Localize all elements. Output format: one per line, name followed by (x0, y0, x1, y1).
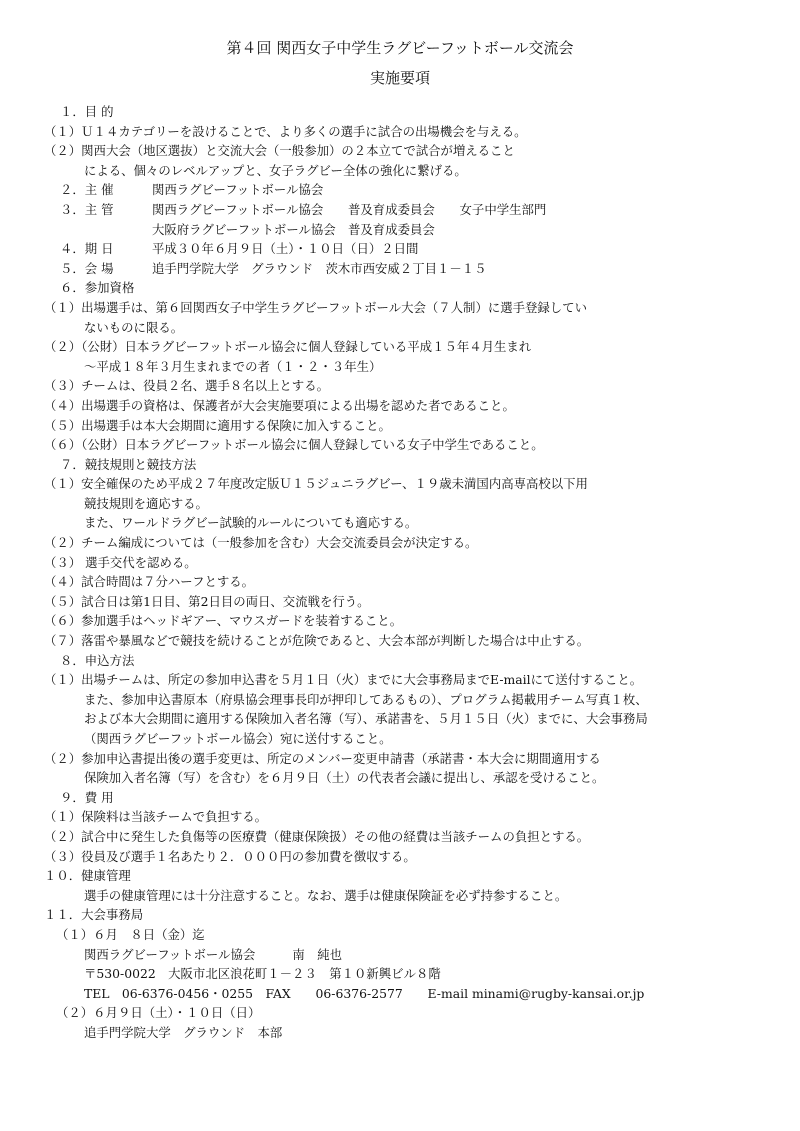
document-line (0, 494, 800, 514)
document-line (0, 298, 800, 318)
line-text: １１．大会事務局 (44, 907, 144, 923)
line-text: （６）（公財）日本ラグビーフットボール協会に個人登録している女子中学生であること。 (44, 437, 544, 453)
document-line (0, 435, 800, 455)
document-line (0, 925, 800, 945)
line-detail: 大阪府ラグビーフットボール協会 普及育成委員会 (152, 221, 435, 237)
line-text: （１）６月 ８日（金）迄 (56, 926, 205, 942)
document-line (0, 611, 800, 631)
line-text: ２．主 催 (60, 182, 114, 198)
line-text: 競技規則を適応する。 (84, 495, 208, 511)
document-title: 第４回 関西女子中学生ラグビーフットボール交流会 (226, 39, 574, 57)
document-line (0, 102, 800, 122)
document-line (0, 729, 800, 749)
line-text: （３）役員及び選手１名あたり２．０００円の参加費を徴収する。 (44, 848, 416, 864)
line-text: （４）試合時間は７分ハーフとする。 (44, 574, 255, 590)
line-text: （２）チーム編成については（一般参加を含む）大会交流委員会が決定する。 (44, 535, 478, 551)
line-text: ～平成１８年３月生まれまでの者（１・２・３年生） (84, 358, 382, 374)
line-text: （４）出場選手の資格は、保護者が大会実施要項による出場を認めた者であること。 (44, 397, 515, 413)
document-line (0, 1023, 800, 1043)
line-text: また、ワールドラグビー試験的ルールについても適応する。 (84, 515, 418, 531)
line-text: による、個々のレベルアップと、女子ラグビー全体の強化に繋げる。 (84, 162, 467, 178)
document-line (0, 122, 800, 142)
document-line (0, 455, 800, 475)
document-line (0, 200, 800, 220)
line-text: （３） 選手交代を認める。 (44, 554, 197, 570)
line-text: （１）保険料は当該チームで負担する。 (44, 809, 268, 825)
document-line (0, 337, 800, 357)
line-text: ８．申込方法 (60, 652, 135, 668)
document-line (0, 768, 800, 788)
line-text: 選手の健康管理には十分注意すること。なお、選手は健康保険証を必ず持参すること。 (84, 887, 568, 903)
line-text: （１）Ｕ１４カテゴリーを設けることで、より多くの選手に試合の出場機会を与える。 (44, 123, 527, 139)
line-text: １．目 的 (60, 104, 114, 119)
line-text: ７．競技規則と競技方法 (60, 456, 197, 472)
line-text: （１）安全確保のため平成２７年度改定版Ｕ１５ジュニラグビー、１９歳未満国内高専高校以下用 (44, 476, 588, 492)
document-line (0, 847, 800, 867)
line-text: ９．費 用 (60, 789, 114, 805)
document-line (0, 180, 800, 200)
document-body (0, 102, 800, 1043)
line-text: 関西ラグビーフットボール協会 南 純也 (84, 946, 342, 962)
line-text: （２）６月９日（土）・１０日（日） (56, 1005, 261, 1021)
document-line (0, 259, 800, 279)
line-text: また、参加申込書原本（府県協会理事長印が押印してあるもの）、プログラム掲載用チーム写真１枚、 (84, 691, 648, 707)
line-text: （２）（公財）日本ラグビーフットボール協会に個人登録している平成１５年４月生まれ (44, 339, 532, 355)
document-line (0, 709, 800, 729)
line-text: （１）出場チームは、所定の参加申込書を５月１日（火）までに大会事務局までE-mailにて送付すること。 (44, 672, 643, 688)
document-line (0, 670, 800, 690)
document-line (0, 592, 800, 612)
document-line (0, 239, 800, 259)
document-line (0, 905, 800, 925)
document-line (0, 416, 800, 436)
document-line (0, 278, 800, 298)
document-line (0, 357, 800, 377)
line-text: （５）試合日は第1日目、第2日目の両日、交流戦を行う。 (44, 593, 370, 609)
document-line (0, 572, 800, 592)
line-text: 追手門学院大学 グラウンド 本部 (84, 1024, 283, 1040)
line-detail: 平成３０年６月９日（土）・１０日（日）２日間 (152, 241, 419, 257)
line-text: ６．参加資格 (60, 280, 135, 296)
line-detail: 関西ラグビーフットボール協会 (152, 182, 324, 198)
document-line (0, 533, 800, 553)
line-text: （５）出場選手は本大会期間に適用する保険に加入すること。 (44, 417, 391, 433)
line-text: ５．会 場 (60, 260, 114, 276)
document-line (0, 690, 800, 710)
line-text: ４．期 日 (60, 241, 114, 257)
line-text: および本大会期間に適用する保険加入者名簿（写）、承諾書を、５月１５日（火）までに、大会事務局 (84, 711, 648, 727)
line-text: TEL 06-6376-0456・0255 FAX 06-6376-2577 E-mail minami@rugby-kansai.or.jp (84, 985, 645, 1001)
document-line (0, 513, 800, 533)
line-text: 保険加入者名簿（写）を含む）を６月９日（土）の代表者会議に提出し、承認を受けること。 (84, 770, 605, 786)
line-text: ３．主 管 (60, 201, 114, 217)
document-line (0, 161, 800, 181)
document-line (0, 964, 800, 984)
line-text: （３）チームは、役員２名、選手８名以上とする。 (44, 378, 329, 394)
document-line (0, 984, 800, 1004)
line-text: ないものに限る。 (84, 319, 184, 335)
document-line (0, 866, 800, 886)
line-text: （２）試合中に発生した負傷等の医療費（健康保険扱）その他の経費は当該チームの負担とする。 (44, 828, 590, 844)
line-text: （２）関西大会（地区選抜）と交流大会（一般参加）の２本立てで試合が増えること (44, 143, 515, 159)
document-subtitle: 実施要項 (369, 69, 430, 87)
document-line (0, 376, 800, 396)
document-line (0, 220, 800, 240)
document-line (0, 553, 800, 573)
document-line (0, 749, 800, 769)
line-text: （関西ラグビーフットボール協会）宛に送付すること。 (84, 731, 392, 746)
document-line (0, 631, 800, 651)
document-line (0, 318, 800, 338)
line-text: 〒530-0022 大阪市北区浪花町１－２３ 第１０新興ビル８階 (84, 966, 441, 982)
document-line (0, 945, 800, 965)
document-line (0, 396, 800, 416)
document-line (0, 651, 800, 671)
document-line (0, 807, 800, 827)
document-line (0, 474, 800, 494)
document-line (0, 1003, 800, 1023)
document-line (0, 827, 800, 847)
line-text: （２）参加申込書提出後の選手変更は、所定のメンバー変更申請書（承諾書・本大会に期間適用する (44, 750, 601, 766)
line-text: （１）出場選手は、第６回関西女子中学生ラグビーフットボール大会（７人制）に選手登録してい (44, 299, 587, 315)
line-text: （６）参加選手はヘッドギアー、マウスガードを装着すること。 (44, 613, 403, 629)
document-line (0, 788, 800, 808)
line-detail: 関西ラグビーフットボール協会 普及育成委員会 女子中学生部門 (152, 201, 547, 217)
line-text: （７）落雷や暴風などで競技を続けることが危険であると、大会本部が判断した場合は中止する。 (44, 633, 590, 649)
document-line (0, 886, 800, 906)
line-text: １０．健康管理 (44, 868, 131, 884)
line-detail: 追手門学院大学 グラウンド 茨木市西安威２丁目１－１５ (152, 260, 487, 276)
document-line (0, 141, 800, 161)
